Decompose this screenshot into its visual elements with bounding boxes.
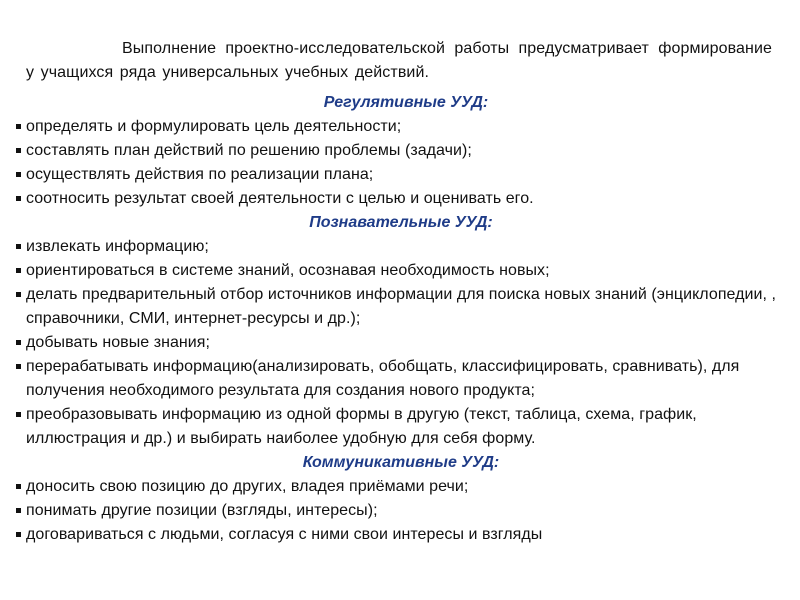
- square-bullet-icon: [16, 532, 21, 537]
- square-bullet-icon: [16, 412, 21, 417]
- list-item-text: соотносить результат своей деятельности с целью и оценивать его.: [26, 190, 534, 207]
- list-item: [16, 403, 786, 451]
- square-bullet-icon: [16, 508, 21, 513]
- list-item-text: добывать новые знания;: [26, 334, 211, 351]
- regulatory-list: [16, 115, 786, 211]
- list-item: [16, 499, 786, 523]
- list-item-text: осуществлять действия по реализации плана;: [26, 166, 374, 183]
- list-item: [16, 187, 786, 211]
- list-item-text: понимать другие позиции (взгляды, интересы);: [26, 502, 378, 519]
- list-item: [16, 355, 786, 403]
- square-bullet-icon: [16, 148, 21, 153]
- square-bullet-icon: [16, 124, 21, 129]
- intro-paragraph: Выполнение проектно-исследовательской работы предусматривает формирование у учащихся ряда универсальных учебных действий.: [26, 40, 772, 81]
- list-item-text: преобразовывать информацию из одной формы в другую (текст, таблица, схема, график, иллюстрация и др.) и выбирать наиболее удобную для себя форму.: [26, 406, 697, 447]
- communicative-list: [16, 475, 786, 547]
- list-item-text: договариваться с людьми, согласуя с ними свои интересы и взгляды: [26, 526, 543, 543]
- square-bullet-icon: [16, 292, 21, 297]
- square-bullet-icon: [16, 364, 21, 369]
- list-item: [16, 259, 786, 283]
- list-item: [16, 115, 786, 139]
- list-item: [16, 283, 786, 331]
- list-item: [16, 235, 786, 259]
- square-bullet-icon: [16, 196, 21, 201]
- list-item-text: делать предварительный отбор источников информации для поиска новых знаний (энциклопедии, , справочники, СМИ, интернет-ресурсы и др.);: [26, 286, 776, 327]
- section-heading-communicative: Коммуникативные УУД:: [302, 454, 500, 471]
- section-heading-cognitive: Познавательные УУД:: [309, 214, 493, 231]
- list-item-text: определять и формулировать цель деятельности;: [26, 118, 402, 135]
- list-item: [16, 523, 786, 547]
- list-item-text: ориентироваться в системе знаний, осознавая необходимость новых;: [26, 262, 550, 279]
- section-heading-regulatory: Регулятивные УУД:: [323, 94, 489, 111]
- square-bullet-icon: [16, 268, 21, 273]
- cognitive-list: [16, 235, 786, 451]
- list-item: [16, 163, 786, 187]
- uud-list-body: [16, 91, 786, 547]
- list-item: [16, 139, 786, 163]
- list-item: [16, 475, 786, 499]
- square-bullet-icon: [16, 340, 21, 345]
- list-item-text: перерабатывать информацию(анализировать, обобщать, классифицировать, сравнивать), для получения необходимого результата для создания нового продукта;: [26, 358, 740, 399]
- square-bullet-icon: [16, 244, 21, 249]
- square-bullet-icon: [16, 484, 21, 489]
- list-item: [16, 331, 786, 355]
- list-item-text: извлекать информацию;: [26, 238, 209, 255]
- list-item-text: составлять план действий по решению проблемы (задачи);: [26, 142, 472, 159]
- list-item-text: доносить свою позицию до других, владея приёмами речи;: [26, 478, 469, 495]
- square-bullet-icon: [16, 172, 21, 177]
